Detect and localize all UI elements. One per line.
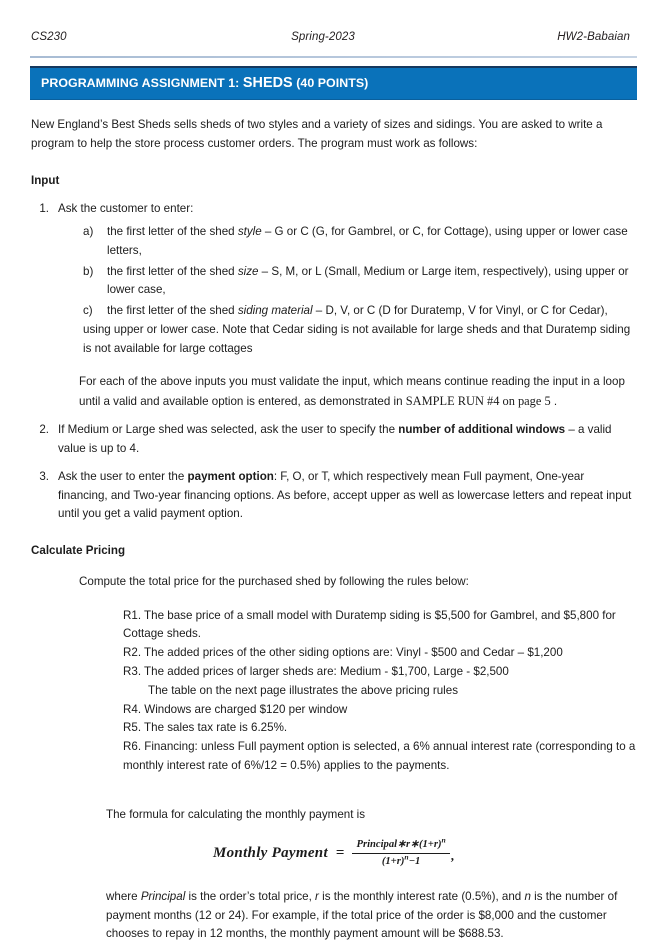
pricing-rule-r1: R1. The base price of a small model with Duratemp siding is $5,500 for Gambrel, and $5,800 for Cottage sheds. <box>123 608 616 641</box>
sublist-text-a <box>107 223 636 261</box>
sublist-c-part2: – D, V, or C (D for Duratemp, V for Vinyl, or C for Cedar), using upper or lower case. Note that Cedar siding is not available for large sheds and that Duratemp siding is not available for large cottages <box>83 304 631 355</box>
formula-explanation-paragraph <box>106 888 636 944</box>
formula-denominator-exponent: n <box>404 852 409 862</box>
assignment-title-banner <box>30 66 637 100</box>
running-header <box>0 0 667 43</box>
sublist-marker-b: b) <box>83 264 94 278</box>
pricing-rule-r2: R2. The added prices of the other siding options are: Vinyl - $500 and Cedar – $1,200 <box>123 646 563 660</box>
pricing-rules-block <box>123 607 636 776</box>
sublist-b-part1: the first letter of the shed <box>107 264 238 278</box>
header-assignment-id: HW2-Babaian <box>557 31 630 43</box>
formula-numerator-exponent: n <box>441 835 446 845</box>
pricing-rule-r5: R5. The sales tax rate is 6.25%. <box>123 721 288 735</box>
item3-text <box>58 468 636 524</box>
closing-emphasis-n: n <box>524 889 531 903</box>
list-item-body <box>58 200 636 219</box>
header-term: Spring-2023 <box>291 31 355 43</box>
sublist-marker-c: c) <box>83 304 93 318</box>
banner-title-points: (40 POINTS) <box>292 76 369 90</box>
sublist-b-emphasis: size <box>237 264 259 278</box>
item2-part2: – a valid value is up to 4. <box>58 423 612 455</box>
input-numbered-list <box>31 200 636 524</box>
formula-intro-paragraph: The formula for calculating the monthly payment is <box>106 807 366 821</box>
header-course-code: CS230 <box>31 31 67 43</box>
section-heading-input: Input <box>31 173 60 187</box>
validation-sample-run-reference: SAMPLE RUN #4 on page 5 <box>405 394 551 409</box>
formula-left-hand-side: Monthly Payment <box>213 845 328 862</box>
header-divider-rule <box>30 56 637 58</box>
list-item <box>31 468 636 524</box>
formula-denominator <box>378 854 424 868</box>
formula-trailing-comma: , <box>450 847 454 863</box>
pricing-intro-paragraph: Compute the total price for the purchased shed by following the rules below: <box>79 574 469 588</box>
closing-emphasis-principal: Principal <box>140 889 186 903</box>
validation-paragraph <box>79 373 636 413</box>
sublist-c-part1: the first letter of the shed <box>107 304 238 318</box>
formula-equals-sign: = <box>335 845 345 862</box>
sublist-item-a <box>83 223 636 261</box>
list-marker: 3. <box>39 469 49 483</box>
pricing-rule-r3: R3. The added prices of larger sheds are: Medium - $1,700, Large - $2,500 <box>123 664 509 678</box>
closing-part3: is the monthly interest rate (0.5%), and <box>318 889 525 903</box>
closing-emphasis-r: r <box>315 889 319 903</box>
banner-title-emphasis: SHEDS <box>242 75 293 91</box>
item2-emphasis: number of additional windows <box>398 423 566 437</box>
item3-part2: : F, O, or T, which respectively mean Full payment, One-year financing, and Two-year financing options. As before, accept upper as well as lowercase letters and repeat input until you get a valid payment option. <box>58 469 632 521</box>
document-body <box>0 116 667 944</box>
item1-text: Ask the customer to enter: <box>58 202 194 216</box>
sublist-b-part2: – S, M, or L (Small, Medium or Large item, respectively), using upper or lower case, <box>107 264 629 297</box>
item2-text <box>58 421 636 459</box>
pricing-rule-r3-note: The table on the next page illustrates the above pricing rules <box>148 683 459 697</box>
pricing-rule-r6: R6. Financing: unless Full payment option is selected, a 6% annual interest rate (corresponding to a monthly interest rate of 6%/12 = 0.5%) applies to the payments. <box>123 740 636 772</box>
intro-paragraph: New England’s Best Sheds sells sheds of two styles and a variety of sizes and sidings. You are asked to write a program to help the store process customer orders. The program must work as follows: <box>31 118 603 150</box>
formula-numerator-base: Principal∗r∗(1+r) <box>356 839 442 851</box>
sublist-c-emphasis: siding material <box>237 304 313 318</box>
sublist-item-b <box>83 263 636 301</box>
formula-numerator <box>352 835 449 853</box>
list-item <box>31 200 636 219</box>
input-lettered-sublist <box>83 223 636 358</box>
item3-part1: Ask the user to enter the <box>58 469 188 483</box>
sublist-a-part1: the first letter of the shed <box>107 225 238 239</box>
closing-part1: where <box>106 889 141 903</box>
pricing-rule-r4: R4. Windows are charged $120 per window <box>123 702 348 716</box>
validation-part1: For each of the above inputs you must validate the input, which means continue reading the input in a loop until a valid and available option is entered, as demonstrated in <box>79 374 625 409</box>
formula-denominator-tail: −1 <box>408 855 421 867</box>
item2-part1: If Medium or Large shed was selected, ask the user to specify the <box>58 423 399 437</box>
list-item <box>31 421 636 459</box>
sublist-a-emphasis: style <box>237 225 262 239</box>
closing-part2: is the order’s total price, <box>185 889 316 903</box>
banner-title-main: PROGRAMMING ASSIGNMENT 1: <box>41 76 243 90</box>
sublist-text-c <box>83 302 636 358</box>
list-marker: 2. <box>39 423 49 437</box>
validation-part2: . <box>550 395 558 409</box>
item3-emphasis: payment option <box>187 469 274 483</box>
sublist-marker-a: a) <box>83 225 94 239</box>
formula-denominator-base: (1+r) <box>381 855 405 867</box>
sublist-a-part2: – G or C (G, for Gambrel, or C, for Cottage), using upper or lower case letters, <box>107 225 628 257</box>
formula-fraction <box>352 835 449 867</box>
monthly-payment-formula <box>31 835 636 867</box>
banner-title <box>41 75 637 91</box>
section-heading-calculate-pricing: Calculate Pricing <box>31 544 126 558</box>
list-marker: 1. <box>39 202 49 216</box>
closing-part4: is the number of payment months (12 or 24). For example, if the total price of the order is $8,000 and the customer chooses to repay in 12 months, the monthly payment amount will be $688.53. <box>106 889 618 941</box>
sublist-item-c <box>83 302 636 358</box>
sublist-text-b <box>107 263 636 301</box>
